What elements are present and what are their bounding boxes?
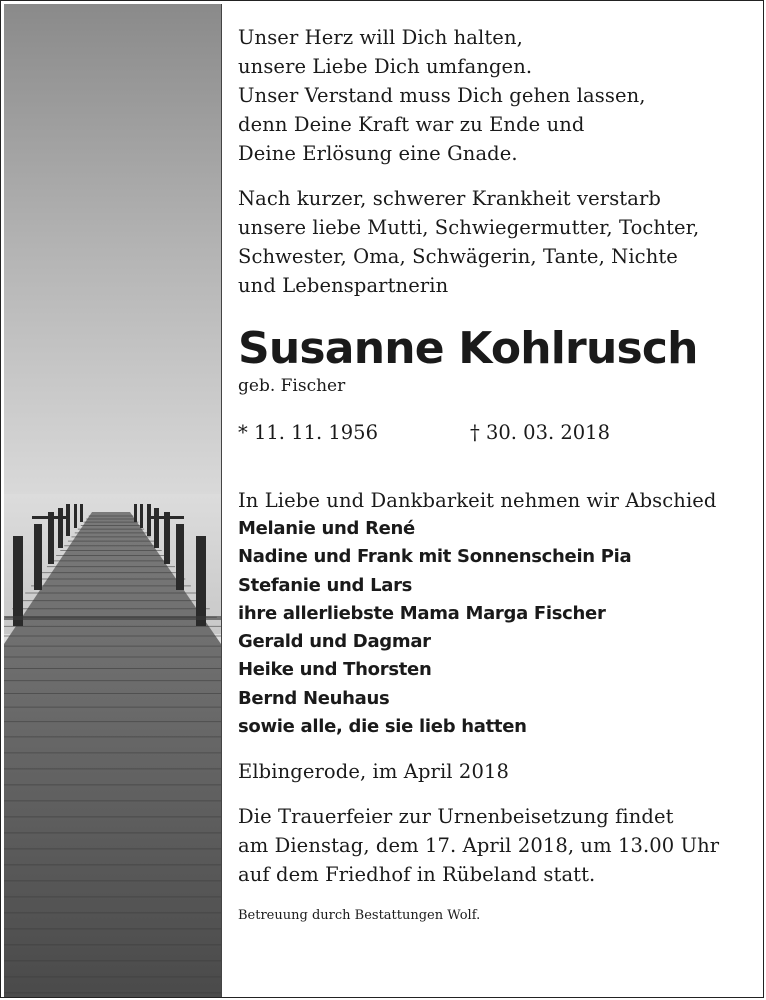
service-line: Die Trauerfeier zur Urnenbeisetzung findet: [238, 805, 674, 829]
place-and-date: Elbingerode, im April 2018: [238, 760, 509, 784]
pier-photo: [4, 4, 222, 997]
verse-line: Deine Erlösung eine Gnade.: [238, 142, 518, 165]
service-line: am Dienstag, dem 17. April 2018, um 13.00 Uhr: [238, 834, 720, 858]
intro-line: Nach kurzer, schwerer Krankheit verstarb: [238, 187, 661, 210]
deceased-name: Susanne Kohlrusch: [238, 323, 698, 374]
mourner-entry: Gerald und Dagmar: [238, 631, 431, 653]
life-dates: [238, 420, 753, 446]
mourner-entry: sowie alle, die sie lieb hatten: [238, 716, 527, 738]
verse-line: unsere Liebe Dich umfangen.: [238, 55, 533, 78]
mourner-entry: ihre allerliebste Mama Marga Fischer: [238, 602, 606, 624]
intro-line: Schwester, Oma, Schwägerin, Tante, Nichte: [238, 245, 678, 268]
farewell-line: In Liebe und Dankbarkeit nehmen wir Abschied: [238, 489, 717, 512]
service-line: auf dem Friedhof in Rübeland statt.: [238, 863, 596, 887]
intro-line: unsere liebe Mutti, Schwiegermutter, Tochter,: [238, 216, 700, 239]
verse-line: Unser Herz will Dich halten,: [238, 26, 523, 49]
obituary-text: [238, 23, 753, 925]
death-date: † 30. 03. 2018: [470, 421, 610, 444]
death-notice-intro: [238, 184, 753, 300]
birth-date: * 11. 11. 1956: [238, 421, 378, 444]
maiden-name: geb. Fischer: [238, 376, 346, 396]
undertaker-credit: Betreuung durch Bestattungen Wolf.: [238, 908, 481, 924]
mourner-entry: Heike und Thorsten: [238, 659, 432, 681]
mourners-list: [238, 515, 753, 741]
poem-verse: [238, 23, 753, 168]
mourner-entry: Bernd Neuhaus: [238, 687, 390, 709]
mourner-entry: Stefanie und Lars: [238, 574, 413, 596]
verse-line: Unser Verstand muss Dich gehen lassen,: [238, 84, 646, 107]
funeral-service-info: [238, 802, 753, 889]
mourner-entry: Nadine und Frank mit Sonnenschein Pia: [238, 546, 632, 568]
intro-line: und Lebenspartnerin: [238, 274, 449, 297]
verse-line: denn Deine Kraft war zu Ende und: [238, 113, 585, 136]
mourner-entry: Melanie und René: [238, 518, 415, 539]
